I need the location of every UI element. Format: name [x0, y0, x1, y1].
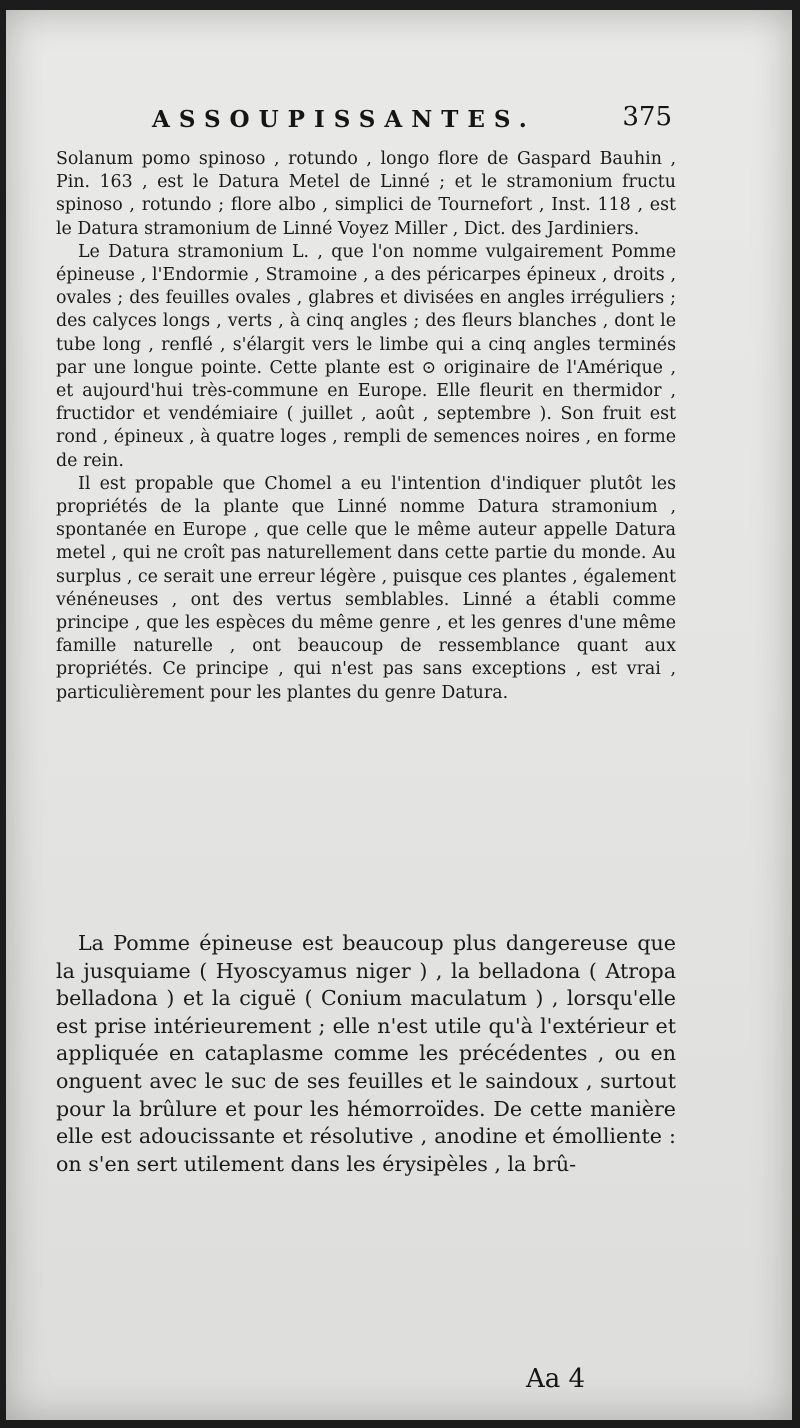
small-text-block: [56, 148, 676, 705]
paragraph-synonyms: Solanum pomo spinoso , rotundo , longo flore de Gaspard Bauhin , Pin. 163 , est le Datura Metel de Linné ; et le stramonium fructu spinoso , rotundo ; flore albo , simplici de Tournefort , Inst. 118 , est le Datura stramonium de Linné Voyez Miller , Dict. des Jardiniers.: [56, 149, 676, 239]
paragraph-description: Le Datura stramonium L. , que l'on nomme vulgairement Pomme épineuse , l'Endormie , Stramoine , a des péricarpes épineux , droits , ovales ; des feuilles ovales , glabres et divisées en angles irréguliers ; des calyces longs , verts , à cinq angles ; des fleurs blanches , dont le tube long , renflé , s'élargit vers le limbe qui a cinq angles terminés par une longue pointe. Cette plante est ⊙ originaire de l'Amérique , et aujourd'hui très-commune en Europe. Elle fleurit en thermidor , fructidor et vendémiaire ( juillet , août , septembre ). Son fruit est rond , épineux , à quatre loges , rempli de semences noires , en forme de rein.: [56, 241, 676, 471]
page-number: 375: [622, 102, 672, 132]
page-header: [152, 102, 672, 133]
paragraph-chomel: Il est propable que Chomel a eu l'intention d'indiquer plutôt les propriétés de la plante que Linné nomme Datura stramonium , spontanée en Europe , que celle que le même auteur appelle Datura metel , qui ne croît pas naturellement dans cette partie du monde. Au surplus , ce serait une erreur légère , puisque ces plantes , également vénéneuses , ont des vertus semblables. Linné a établi comme principe , que les espèces du même genre , et les genres d'une même famille naturelle , ont beaucoup de ressemblance quant aux propriétés. Ce principe , qui n'est pas sans exceptions , est vrai , particulièrement pour les plantes du genre Datura.: [56, 473, 676, 703]
book-page: [6, 10, 792, 1420]
signature-mark: Aa 4: [526, 1364, 586, 1394]
large-text-block: [56, 930, 676, 1178]
paragraph-properties: La Pomme épineuse est beaucoup plus dangereuse que la jusquiame ( Hyoscyamus niger ) , la belladona ( Atropa belladona ) et la ciguë ( Conium maculatum ) , lorsqu'elle est prise intérieurement ; elle n'est utile qu'à l'extérieur et appliquée en cataplasme comme les précédentes , ou en onguent avec le suc de ses feuilles et le saindoux , surtout pour la brûlure et pour les hémorroïdes. De cette manière elle est adoucissante et résolutive , anodine et émolliente : on s'en sert utilement dans les érysipèles , la brû-: [56, 931, 676, 1176]
running-title: ASSOUPISSANTES.: [152, 106, 536, 133]
